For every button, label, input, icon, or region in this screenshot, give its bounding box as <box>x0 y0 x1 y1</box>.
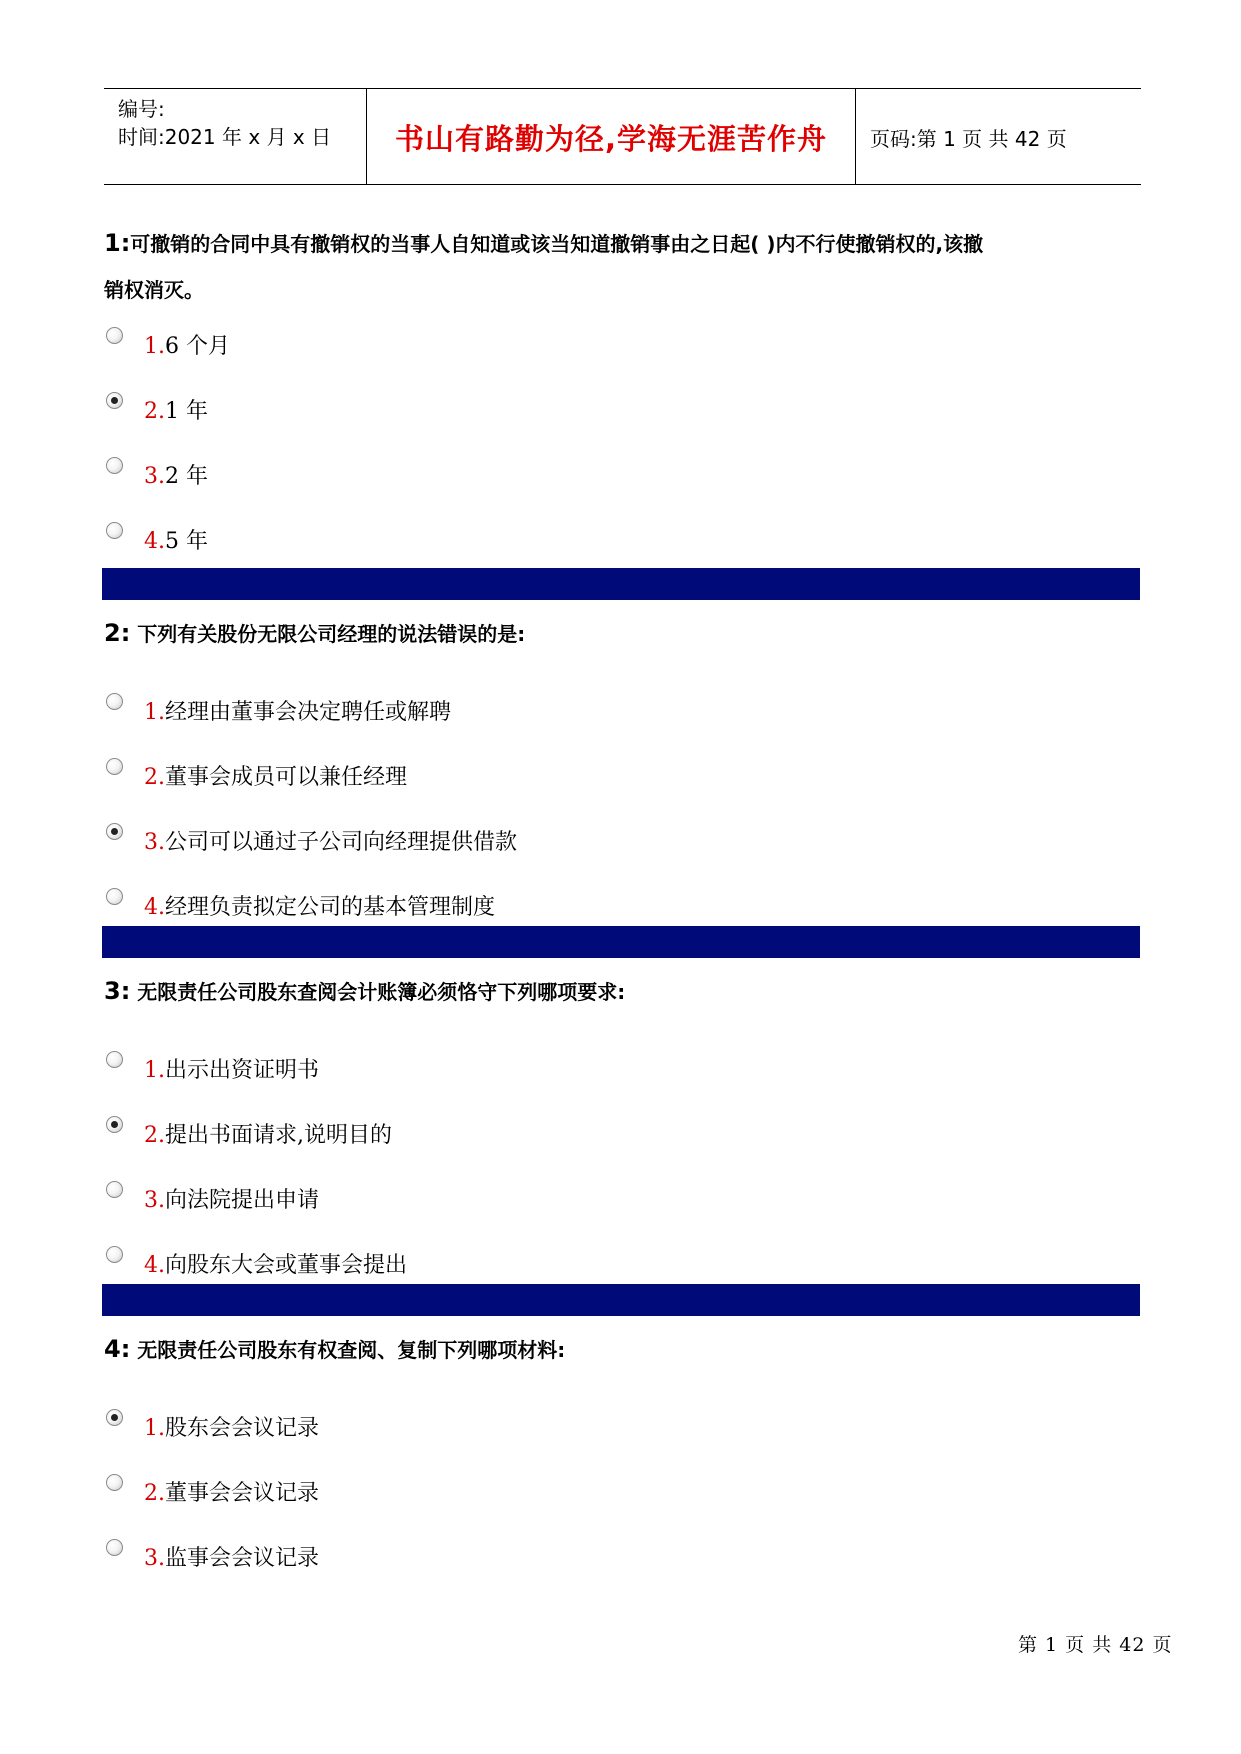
question-number: 2: <box>104 619 131 647</box>
header-motto: 书山有路勤为径,学海无涯苦作舟 <box>394 122 828 156</box>
question-text <box>104 1326 1140 1373</box>
option-text: 经理由董事会决定聘任或解聘 <box>165 700 452 725</box>
option-item[interactable] <box>104 1533 1140 1598</box>
option-text: 股东会会议记录 <box>165 1416 320 1441</box>
option-text: 经理负责拟定公司的基本管理制度 <box>165 895 496 920</box>
option-text: 出示出资证明书 <box>165 1058 320 1083</box>
option-item[interactable] <box>104 321 1140 386</box>
question-separator <box>102 926 1140 958</box>
question-text-line1: 无限责任公司股东有权查阅、复制下列哪项材料: <box>130 1338 566 1362</box>
radio-button[interactable] <box>106 1181 123 1198</box>
option-text: 公司可以通过子公司向经理提供借款 <box>165 830 518 855</box>
question-text-line1: 可撤销的合同中具有撤销权的当事人自知道或该当知道撤销事由之日起( )内不行使撤销权的,该撤 <box>130 232 984 256</box>
option-number: 3. <box>144 464 165 489</box>
radio-button-selected[interactable] <box>106 1116 123 1133</box>
question-2 <box>104 610 1140 947</box>
question-text <box>104 610 1140 657</box>
option-label <box>144 890 495 921</box>
option-list <box>104 1403 1140 1598</box>
option-number: 2. <box>144 765 165 790</box>
option-number: 4. <box>144 895 165 920</box>
header-meta-cell <box>104 89 367 184</box>
radio-button[interactable] <box>106 457 123 474</box>
option-list <box>104 1045 1140 1305</box>
question-text-line2: 销权消灭。 <box>104 278 204 302</box>
option-label <box>144 825 517 856</box>
option-label <box>144 695 451 726</box>
header-page-cell <box>856 89 1141 184</box>
option-number: 2. <box>144 399 165 424</box>
option-item[interactable] <box>104 1110 1140 1175</box>
document-number-label: 编号: <box>118 97 165 121</box>
radio-button-selected[interactable] <box>106 823 123 840</box>
question-number: 3: <box>104 977 131 1005</box>
option-item[interactable] <box>104 687 1140 752</box>
option-label <box>144 329 230 360</box>
option-number: 2. <box>144 1481 165 1506</box>
question-separator <box>102 1284 1140 1316</box>
option-number: 1. <box>144 334 165 359</box>
radio-button[interactable] <box>106 1539 123 1556</box>
option-label <box>144 394 208 425</box>
option-label <box>144 1118 392 1149</box>
question-text-line1: 下列有关股份无限公司经理的说法错误的是: <box>130 622 526 646</box>
page-header <box>104 88 1141 185</box>
option-list <box>104 321 1140 581</box>
option-label <box>144 1476 319 1507</box>
option-number: 3. <box>144 1546 165 1571</box>
question-text-line1: 无限责任公司股东查阅会计账簿必须恪守下列哪项要求: <box>130 980 626 1004</box>
question-text <box>104 220 1140 313</box>
option-text: 监事会会议记录 <box>165 1546 320 1571</box>
option-number: 2. <box>144 1123 165 1148</box>
option-label <box>144 1248 407 1279</box>
option-text: 1 年 <box>165 399 208 424</box>
option-text: 提出书面请求,说明目的 <box>165 1123 392 1148</box>
option-item[interactable] <box>104 1403 1140 1468</box>
document-time-label: 时间:2021 年 x 月 x 日 <box>118 125 332 149</box>
option-number: 1. <box>144 700 165 725</box>
option-text: 5 年 <box>165 529 208 554</box>
option-label <box>144 524 208 555</box>
option-number: 3. <box>144 1188 165 1213</box>
question-number: 4: <box>104 1335 131 1363</box>
question-text <box>104 968 1140 1015</box>
radio-button[interactable] <box>106 1051 123 1068</box>
question-3 <box>104 968 1140 1305</box>
radio-button-selected[interactable] <box>106 392 123 409</box>
radio-button[interactable] <box>106 1474 123 1491</box>
radio-button[interactable] <box>106 693 123 710</box>
option-text: 董事会成员可以兼任经理 <box>165 765 408 790</box>
option-label <box>144 1411 319 1442</box>
option-label <box>144 760 407 791</box>
option-item[interactable] <box>104 752 1140 817</box>
header-motto-cell <box>367 89 856 184</box>
option-item[interactable] <box>104 817 1140 882</box>
radio-button-selected[interactable] <box>106 1409 123 1426</box>
option-item[interactable] <box>104 386 1140 451</box>
option-label <box>144 1541 319 1572</box>
option-text: 向法院提出申请 <box>165 1188 320 1213</box>
option-number: 4. <box>144 1253 165 1278</box>
question-4 <box>104 1326 1140 1598</box>
option-item[interactable] <box>104 451 1140 516</box>
option-list <box>104 687 1140 947</box>
option-label <box>144 459 208 490</box>
option-number: 1. <box>144 1058 165 1083</box>
header-page-info: 页码:第 1 页 共 42 页 <box>870 127 1067 151</box>
option-number: 1. <box>144 1416 165 1441</box>
question-1 <box>104 220 1140 581</box>
option-label <box>144 1183 319 1214</box>
option-item[interactable] <box>104 1045 1140 1110</box>
radio-button[interactable] <box>106 888 123 905</box>
page-footer: 第 1 页 共 42 页 <box>1018 1634 1173 1656</box>
option-number: 3. <box>144 830 165 855</box>
question-separator <box>102 568 1140 600</box>
radio-button[interactable] <box>106 522 123 539</box>
radio-button[interactable] <box>106 1246 123 1263</box>
option-text: 向股东大会或董事会提出 <box>165 1253 408 1278</box>
option-item[interactable] <box>104 1468 1140 1533</box>
option-text: 6 个月 <box>165 334 230 359</box>
option-number: 4. <box>144 529 165 554</box>
option-item[interactable] <box>104 1175 1140 1240</box>
option-text: 董事会会议记录 <box>165 1481 320 1506</box>
radio-button[interactable] <box>106 327 123 344</box>
radio-button[interactable] <box>106 758 123 775</box>
option-text: 2 年 <box>165 464 208 489</box>
option-label <box>144 1053 319 1084</box>
question-number: 1: <box>104 229 131 257</box>
